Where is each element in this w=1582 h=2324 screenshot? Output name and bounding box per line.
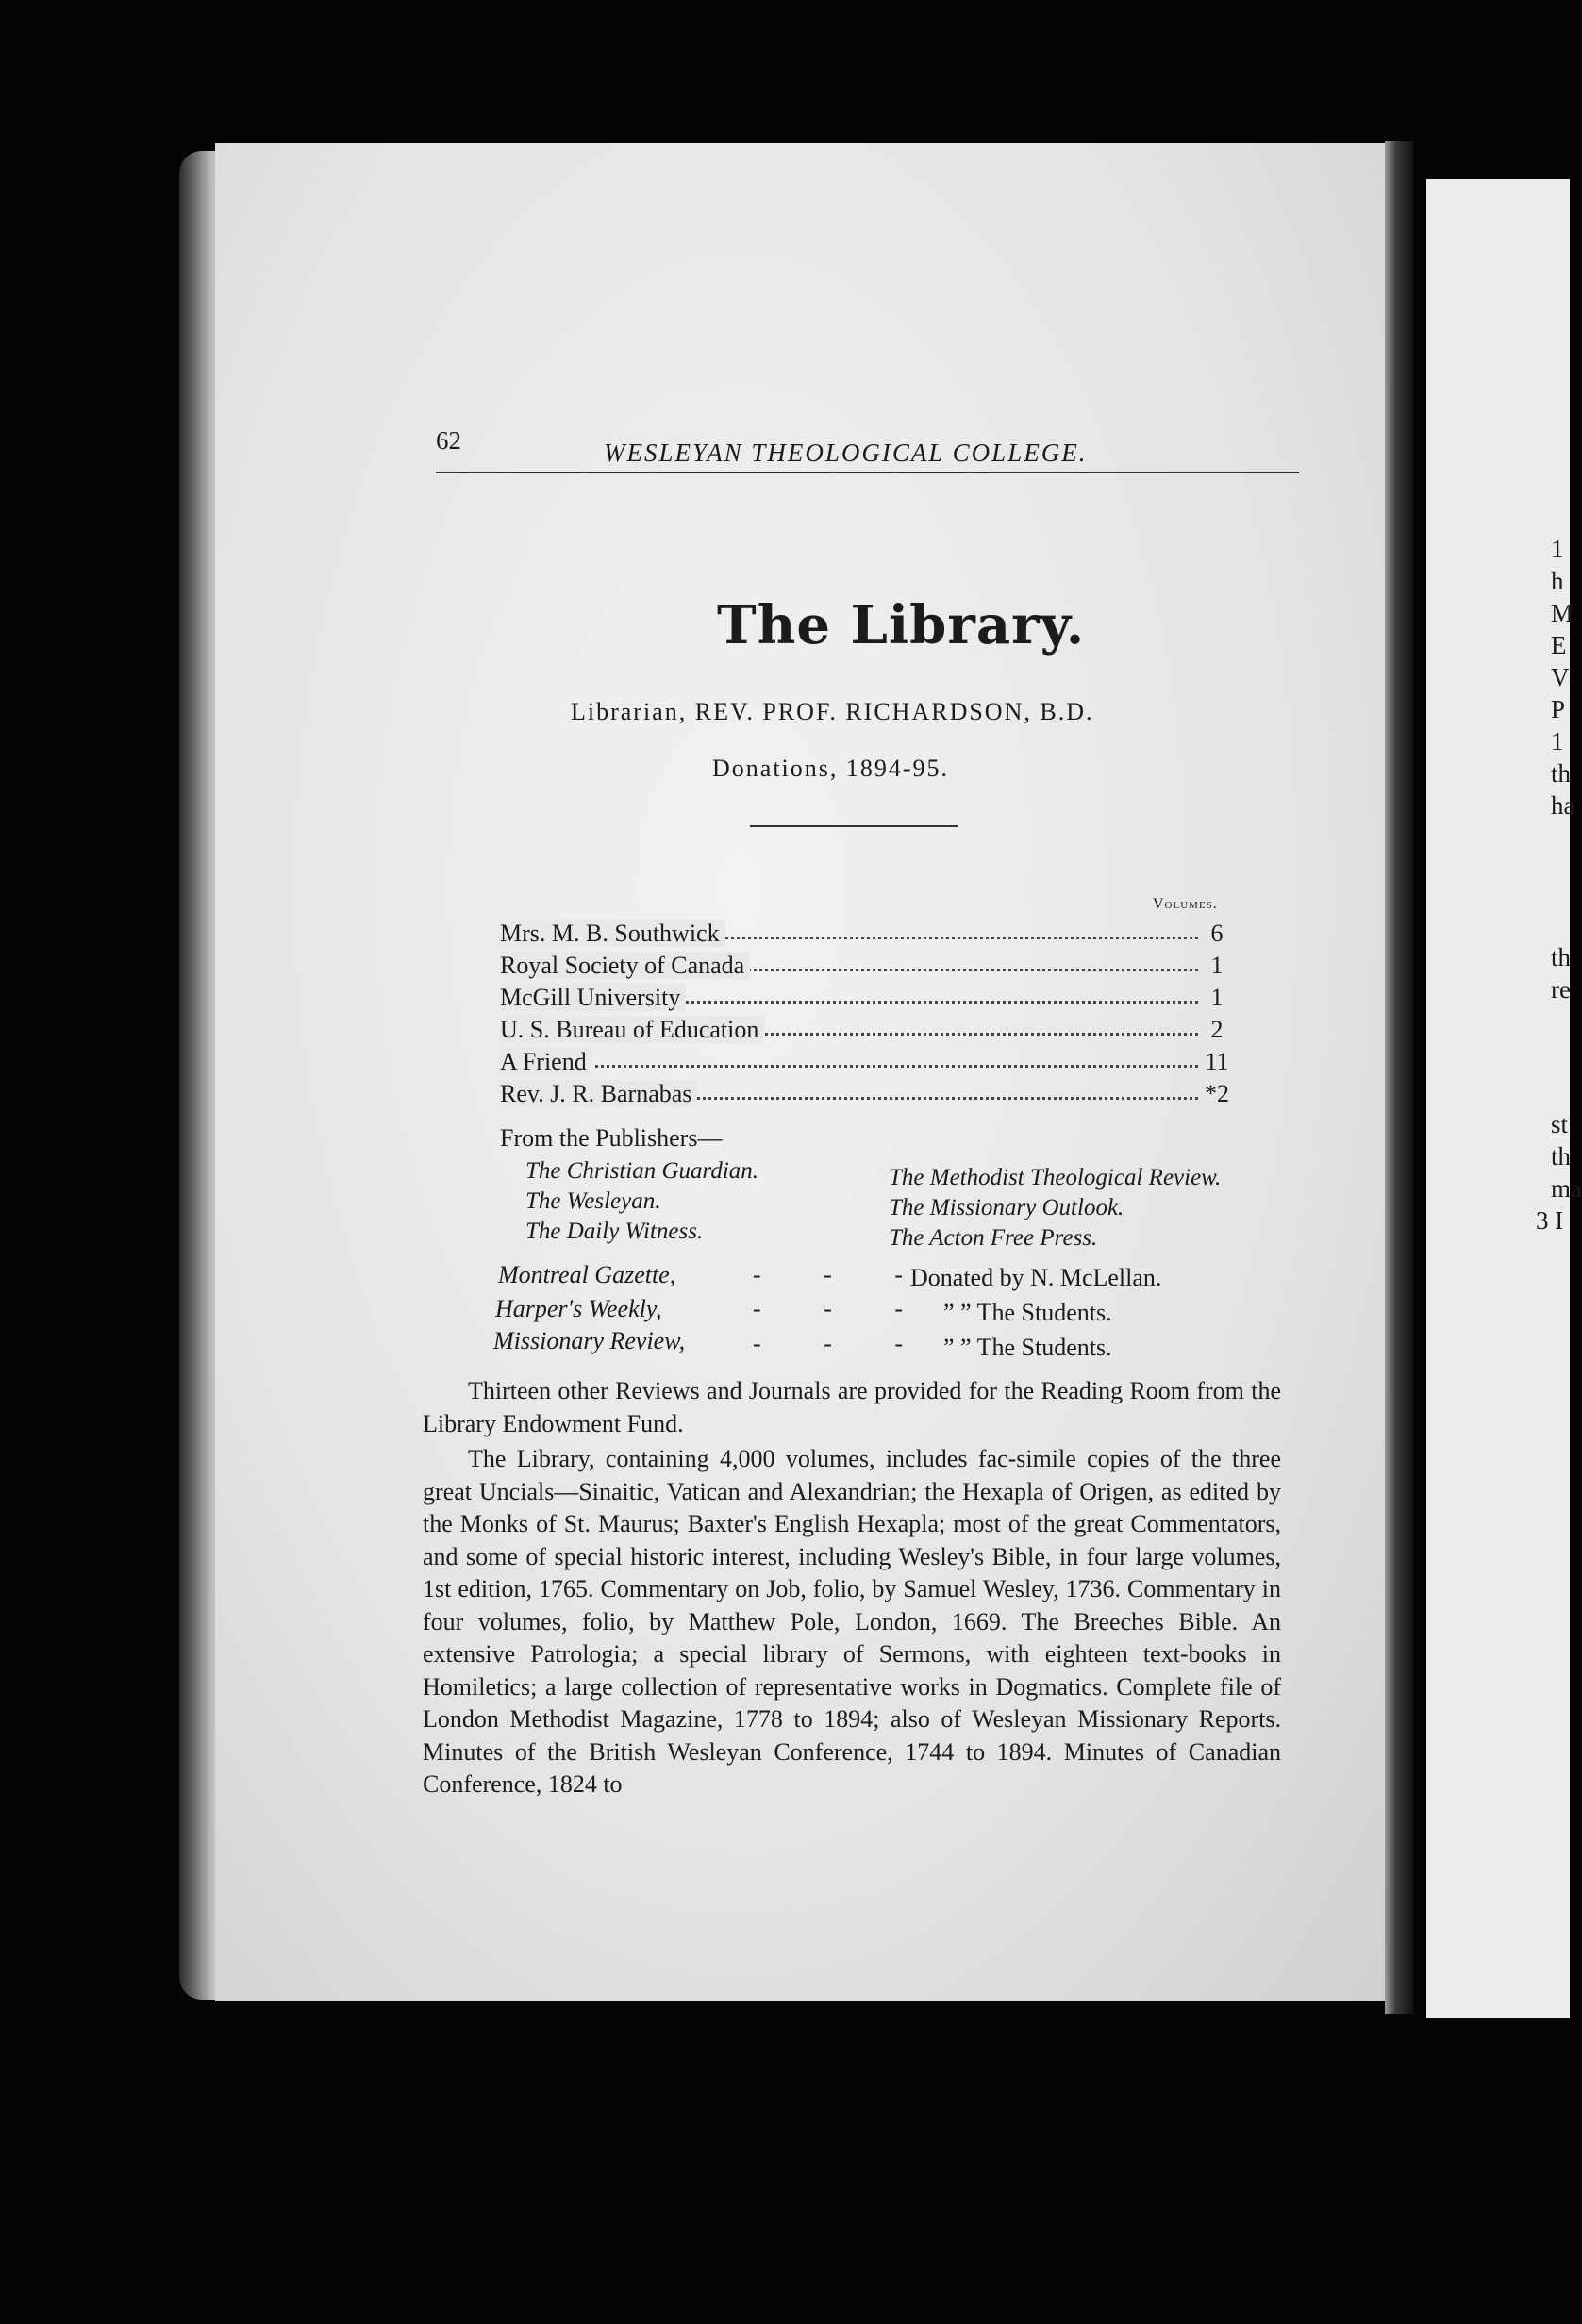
donation-row bbox=[500, 1016, 1236, 1048]
donation-volumes: *2 bbox=[1205, 1080, 1229, 1107]
review-dashes: - - - bbox=[753, 1261, 931, 1288]
review-donor: Donated by N. McLellan. bbox=[910, 1264, 1162, 1291]
adjacent-page-fragment: th bbox=[1551, 1142, 1572, 1170]
publisher-item: The Wesleyan. bbox=[525, 1188, 661, 1214]
donor-name: Mrs. M. B. Southwick bbox=[500, 920, 725, 947]
donor-name: Royal Society of Canada bbox=[500, 952, 750, 979]
review-donor: ” ” The Students. bbox=[943, 1299, 1112, 1326]
donation-row bbox=[500, 1080, 1236, 1112]
adjacent-page-fragment: P bbox=[1551, 695, 1566, 723]
donation-row bbox=[500, 952, 1236, 984]
donation-volumes: 2 bbox=[1210, 1016, 1224, 1043]
body-paragraph: Thirteen other Reviews and Journals are provided for the Reading Room from the Library Endowment Fund. bbox=[423, 1377, 1281, 1437]
donation-volumes: 1 bbox=[1210, 984, 1224, 1011]
adjacent-page bbox=[1426, 179, 1582, 2018]
review-dashes: - - - bbox=[753, 1330, 931, 1357]
adjacent-page-fragment: 1 bbox=[1551, 535, 1564, 563]
adjacent-page-fragment: E bbox=[1551, 631, 1567, 659]
adjacent-page-fragment: V bbox=[1551, 663, 1570, 691]
donation-volumes: 11 bbox=[1205, 1048, 1229, 1075]
header-rule bbox=[436, 472, 1299, 473]
leader-dots bbox=[500, 1061, 1198, 1068]
donation-volumes: 1 bbox=[1210, 952, 1224, 979]
review-title: Missionary Review, bbox=[493, 1327, 686, 1354]
adjacent-page-fragment: 1 bbox=[1551, 727, 1564, 755]
donation-row bbox=[500, 1048, 1236, 1080]
section-rule bbox=[750, 825, 958, 827]
publishers-label: From the Publishers— bbox=[500, 1124, 723, 1152]
donor-name: U. S. Bureau of Education bbox=[500, 1016, 764, 1043]
donor-name: Rev. J. R. Barnabas bbox=[500, 1080, 697, 1107]
review-dashes: - - - bbox=[753, 1295, 931, 1322]
publisher-item: The Acton Free Press. bbox=[889, 1225, 1098, 1251]
donor-name: A Friend bbox=[500, 1048, 592, 1075]
adjacent-page-fragment: re bbox=[1551, 975, 1571, 1004]
adjacent-page-fragment: 3 I bbox=[1536, 1206, 1564, 1235]
publisher-item: The Methodist Theological Review. bbox=[889, 1165, 1222, 1190]
review-title: Montreal Gazette, bbox=[498, 1261, 676, 1288]
book-gutter bbox=[1385, 141, 1413, 2014]
page-number: 62 bbox=[436, 426, 461, 455]
librarian-line: Librarian, REV. PROF. RICHARDSON, B.D. bbox=[571, 698, 1094, 725]
publisher-item: The Missionary Outlook. bbox=[889, 1195, 1124, 1220]
review-donor: ” ” The Students. bbox=[943, 1334, 1112, 1361]
donation-volumes: 6 bbox=[1210, 920, 1224, 947]
adjacent-page-fragment: ma bbox=[1551, 1174, 1582, 1203]
volumes-column-header: Volumes. bbox=[1153, 896, 1218, 912]
publisher-item: The Daily Witness. bbox=[525, 1219, 704, 1244]
body-paragraph: The Library, containing 4,000 volumes, includes fac-simile copies of the three great Uncials—Sinaitic, Vatican and Alexandrian; the Hexapla of Origen, as edited by the Monks of St. Maurus; Baxter's English Hexapla; most of the great Commentators, and some of special historic interest, including Wesley's Bible, in four large volumes, 1st edition, 1765. Commentary on Job, folio, by Samuel Wesley, 1736. Commentary in four volumes, folio, by Matthew Pole, London, 1669. The Breeches Bible. An extensive Patrologia; a special library of Sermons, with eighteen text-books in Homiletics; a large collection of representative works in Dogmatics. Complete file of London Methodist Magazine, 1778 to 1894; also of Wesleyan Missionary Reports. Minutes of the British Wesleyan Conference, 1744 to 1894. Minutes of Canadian Conference, 1824 to bbox=[423, 1445, 1281, 1798]
donations-heading: Donations, 1894-95. bbox=[712, 755, 950, 782]
donor-name: McGill University bbox=[500, 984, 686, 1011]
adjacent-page-fragment: th bbox=[1551, 943, 1572, 971]
section-title: The Library. bbox=[717, 594, 1086, 656]
adjacent-page-fragment: M bbox=[1551, 599, 1574, 627]
donation-row bbox=[500, 984, 1236, 1016]
publisher-item: The Christian Guardian. bbox=[525, 1158, 759, 1184]
adjacent-page-fragment: th bbox=[1551, 759, 1572, 788]
running-title: WESLEYAN THEOLOGICAL COLLEGE. bbox=[604, 439, 1088, 467]
adjacent-page-fragment: ha bbox=[1551, 791, 1575, 820]
adjacent-page-fragment: st bbox=[1551, 1110, 1569, 1138]
donation-row bbox=[500, 920, 1236, 952]
adjacent-page-fragment: h bbox=[1551, 567, 1564, 595]
review-title: Harper's Weekly, bbox=[495, 1295, 662, 1322]
